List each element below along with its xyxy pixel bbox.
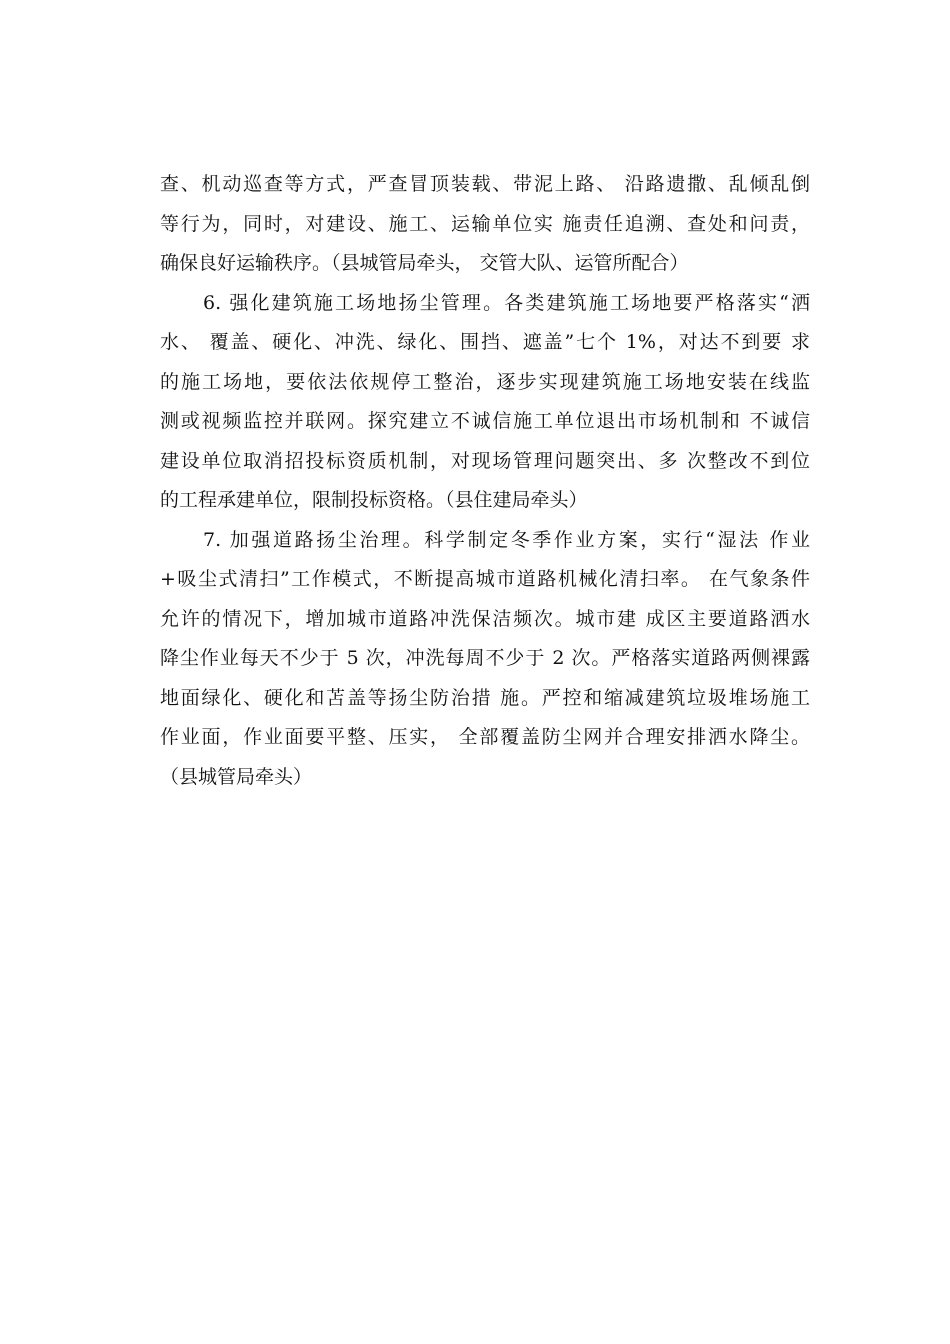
text-line: 允许的情况下，增加城市道路冲洗保洁频次。城市建 成区主要道路洒水: [160, 607, 810, 630]
text-line: 等行为，同时，对建设、施工、运输单位实 施责任追溯、查处和问责，: [160, 212, 810, 235]
text-line: 7. 加强道路扬尘治理。科学制定冬季作业方案，实行“湿法 作业: [203, 528, 810, 551]
text-line: +吸尘式清扫”工作模式，不断提高城市道路机械化清扫率。 在气象条件: [160, 568, 810, 590]
text-line: 建设单位取消招投标资质机制，对现场管理问题突出、多 次整改不到位: [160, 449, 810, 472]
text-line: 水、 覆盖、硬化、冲洗、绿化、围挡、遮盖”七个 1%，对达不到要 求: [160, 331, 810, 353]
text-line: 测或视频监控并联网。探究建立不诚信施工单位退出市场机制和 不诚信: [160, 410, 810, 432]
text-line: 确保良好运输秩序。（县城管局牵头， 交管大队、运管所配合）: [160, 252, 689, 274]
text-line: 作业面，作业面要平整、压实， 全部覆盖防尘网并合理安排洒水降尘。: [160, 726, 810, 748]
text-line: 查、机动巡查等方式，严查冒顶装载、带泥上路、 沿路遗撒、乱倾乱倒: [160, 173, 810, 195]
text-line: 的施工场地，要依法依规停工整治，逐步实现建筑施工场地安装在线监: [160, 370, 810, 393]
text-line: （县城管局牵头）: [160, 765, 313, 788]
text-line: 降尘作业每天不少于 5 次，冲洗每周不少于 2 次。严格落实道路两侧裸露: [160, 647, 810, 669]
text-line: 的工程承建单位，限制投标资格。（县住建局牵头）: [160, 489, 588, 511]
text-line: 6. 强化建筑施工场地扬尘管理。各类建筑施工场地要严格落实“洒: [203, 291, 810, 314]
document-body: [160, 166, 810, 796]
text-line: 地面绿化、硬化和苫盖等扬尘防治措 施。严控和缩减建筑垃圾堆场施工: [160, 686, 810, 709]
